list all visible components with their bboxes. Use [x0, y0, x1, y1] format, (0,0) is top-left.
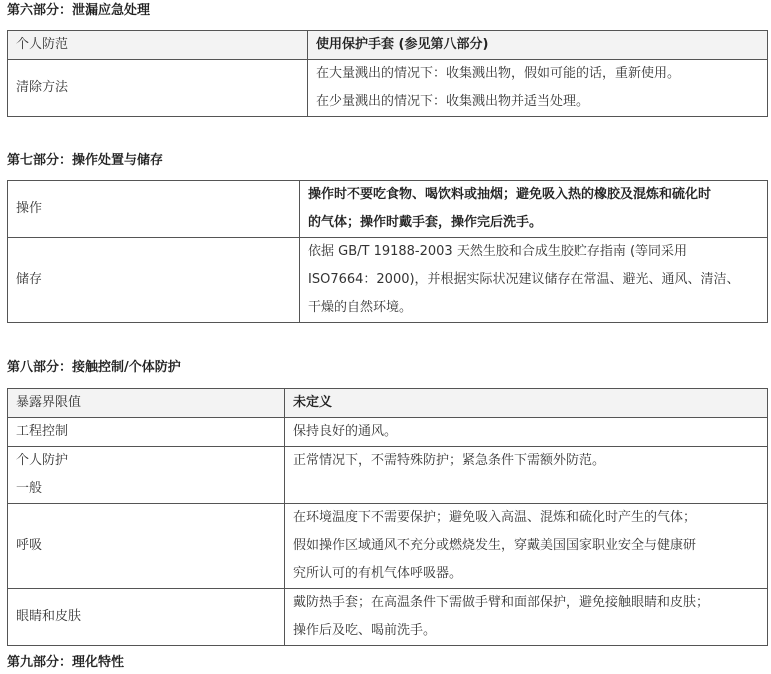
row-value	[300, 238, 768, 323]
table-row	[8, 31, 768, 60]
value-line: 操作时不要吃食物、喝饮料或抽烟；避免吸入热的橡胶及混炼和硫化时	[308, 187, 712, 202]
row-label	[8, 447, 285, 504]
table-row	[8, 238, 768, 323]
table-row	[8, 589, 768, 646]
row-value	[285, 589, 768, 646]
value-line: ISO7664：2000)，并根据实际状况建议储存在常温、避光、通风、清洁、	[308, 272, 740, 287]
value-line: 假如操作区域通风不充分或燃烧发生，穿戴美国国家职业安全与健康研	[293, 538, 697, 553]
row-label: 储存	[8, 238, 300, 323]
value-line: 依据 GB/T 19188-2003 天然生胶和合成生胶贮存指南 (等同采用	[308, 244, 688, 259]
section-7-title: 第七部分：操作处置与储存	[7, 153, 164, 168]
section-6-table	[7, 30, 768, 117]
row-label: 暴露界限值	[8, 389, 285, 418]
row-label: 清除方法	[8, 60, 308, 117]
value-line: 戴防热手套；在高温条件下需做手臂和面部保护，避免接触眼睛和皮肤；	[293, 595, 710, 610]
table-row	[8, 504, 768, 589]
row-value: 使用保护手套 (参见第八部分)	[308, 31, 768, 60]
value-line: 操作后及吃、喝前洗手。	[293, 623, 437, 638]
row-label: 眼睛和皮肤	[8, 589, 285, 646]
value-line: 在环境温度下不需要保护；避免吸入高温、混炼和硫化时产生的气体；	[293, 510, 697, 525]
row-label: 呼吸	[8, 504, 285, 589]
row-value	[308, 60, 768, 117]
row-value: 正常情况下，不需特殊防护；紧急条件下需额外防范。	[285, 447, 768, 504]
row-label: 操作	[8, 181, 300, 238]
table-row	[8, 447, 768, 504]
table-row	[8, 389, 768, 418]
label-line: 一般	[16, 481, 43, 496]
row-value	[300, 181, 768, 238]
table-row	[8, 418, 768, 447]
row-label: 工程控制	[8, 418, 285, 447]
section-8-title: 第八部分：接触控制/个体防护	[7, 360, 181, 375]
section-8-table	[7, 388, 768, 646]
value-line: 在少量溅出的情况下：收集溅出物并适当处理。	[316, 94, 590, 109]
value-line: 干燥的自然环境。	[308, 300, 413, 315]
section-7-table	[7, 180, 768, 323]
row-label: 个人防范	[8, 31, 308, 60]
value-line: 的气体；操作时戴手套，操作完后洗手。	[308, 215, 543, 230]
value-line: 究所认可的有机气体呼吸器。	[293, 566, 463, 581]
row-value: 未定义	[285, 389, 768, 418]
label-line: 个人防护	[16, 453, 69, 468]
section-6-title: 第六部分：泄漏应急处理	[7, 3, 151, 18]
value-line: 在大量溅出的情况下：收集溅出物，假如可能的话，重新使用。	[316, 66, 681, 81]
row-value	[285, 504, 768, 589]
section-9-title: 第九部分：理化特性	[7, 655, 125, 670]
table-row	[8, 181, 768, 238]
table-row	[8, 60, 768, 117]
row-value: 保持良好的通风。	[285, 418, 768, 447]
